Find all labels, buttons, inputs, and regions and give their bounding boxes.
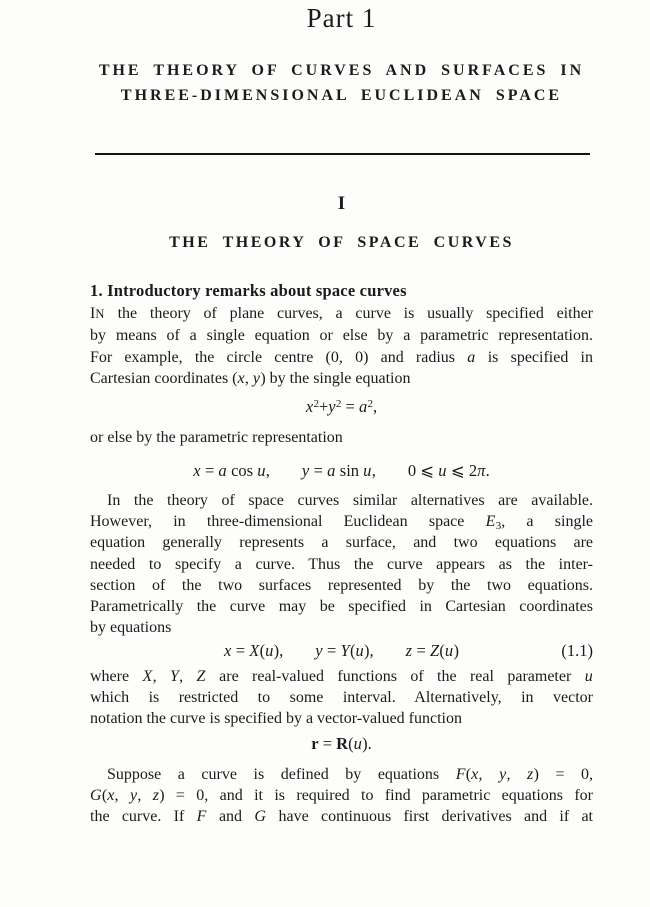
book-title xyxy=(90,58,593,108)
text-line: by equations xyxy=(90,619,172,637)
text-line: by means of a single equation or else by a parametric representation. xyxy=(90,327,593,345)
text-line: Parametrically the curve may be specified in Cartesian coordinates xyxy=(90,598,593,616)
equation-segment: x = X(u), xyxy=(224,640,284,660)
text-line: Suppose a curve is defined by equations F(x, y, z) = 0, xyxy=(107,765,594,783)
section-heading: 1. Introductory remarks about space curves xyxy=(90,281,407,300)
chapter-number: I xyxy=(337,193,346,214)
equation-circle-expression: $x^2+y^2 = a^2$, xyxy=(305,397,378,417)
paragraph-plane-curves xyxy=(90,303,593,389)
equation-number: (1.1) xyxy=(561,640,593,660)
equation-parametric xyxy=(90,459,593,482)
equation-segment: y = a sin u, xyxy=(301,460,376,480)
book-title-line: THREE-DIMENSIONAL EUCLIDEAN SPACE xyxy=(120,87,563,104)
chapter-title: THE THEORY OF SPACE CURVES xyxy=(169,234,514,251)
text-line: equation generally represents a surface, and two equations are xyxy=(90,534,593,552)
equation-segment: y = Y(u), xyxy=(315,640,374,660)
equation-vector xyxy=(90,732,593,755)
equation-cartesian-wrap xyxy=(90,639,593,662)
divider-rule xyxy=(95,153,590,155)
text-line: the curve. If F and G have continuous first derivatives and if at xyxy=(90,808,594,826)
part-label: Part 1 xyxy=(306,3,377,33)
paragraph-implicit-equations xyxy=(90,764,593,828)
text-line: needed to specify a curve. Thus the curve appears as the inter- xyxy=(90,555,593,573)
text-line: notation the curve is specified by a vector-valued function xyxy=(90,710,462,728)
text-line: In the theory of space curves similar alternatives are available. xyxy=(107,491,593,509)
equation-vector-expression: r = R(u). xyxy=(311,733,372,753)
text-line: For example, the circle centre (0, 0) and radius a is specified in xyxy=(90,348,593,366)
equation-segment: x = a cos u, xyxy=(193,460,270,480)
text-line: However, in three-dimensional Euclidean space $E_3$, a single xyxy=(90,512,593,532)
text-line: which is restricted to some interval. Alternatively, in vector xyxy=(90,689,593,707)
text-line: where X, Y, Z are real-valued functions of the real parameter u xyxy=(90,667,594,685)
text-line: IN the theory of plane curves, a curve is usually specified either xyxy=(90,305,593,322)
text-line: G(x, y, z) = 0, and it is required to find parametric equations for xyxy=(90,786,594,804)
equation-cartesian xyxy=(90,639,593,662)
equation-circle xyxy=(90,395,593,418)
book-title-line: THE THEORY OF CURVES AND SURFACES IN xyxy=(98,62,585,79)
paragraph-space-curves xyxy=(90,490,593,639)
text-line: Cartesian coordinates (x, y) by the single equation xyxy=(90,369,411,387)
equation-segment: 0 ⩽ u ⩽ 2π. xyxy=(407,460,490,480)
text-line: section of the two surfaces represented by the two equations. xyxy=(90,576,593,594)
connector-text: or else by the parametric representation xyxy=(90,429,343,447)
paragraph-vector-notation xyxy=(90,666,593,730)
equation-segment: z = Z(u) xyxy=(405,640,459,660)
